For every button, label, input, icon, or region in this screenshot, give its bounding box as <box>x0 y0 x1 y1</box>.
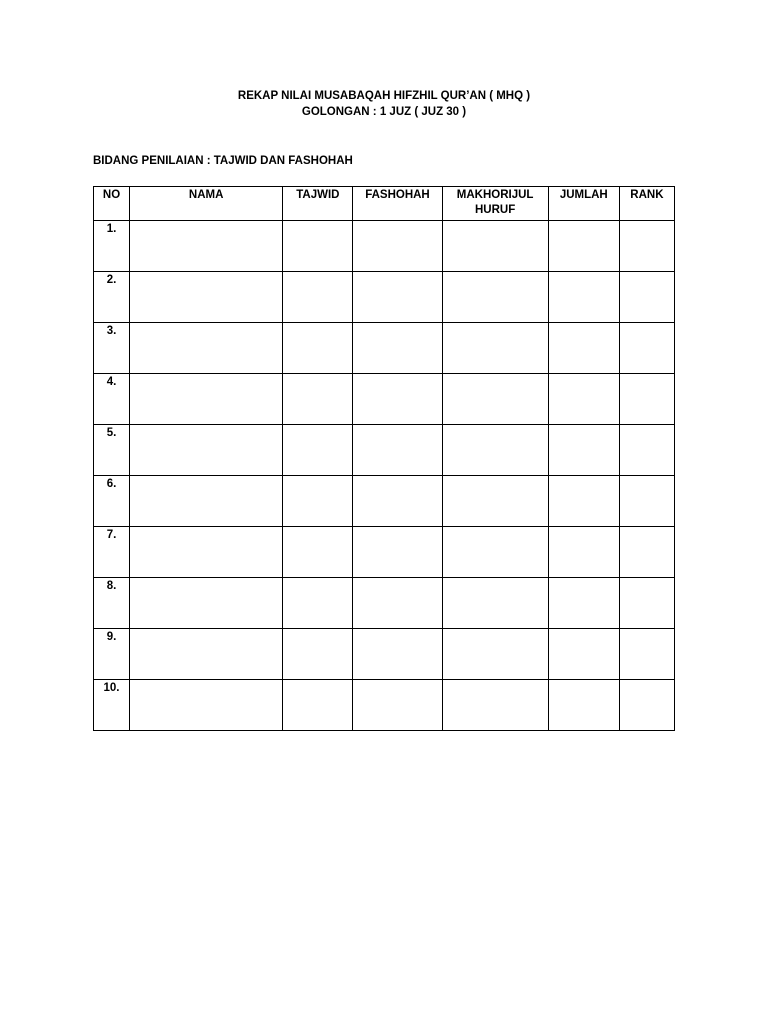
section-heading: BIDANG PENILAIAN : TAJWID DAN FASHOHAH <box>93 155 353 167</box>
cell-jumlah <box>548 323 619 374</box>
cell-nama <box>130 221 283 272</box>
cell-no: 6. <box>94 476 130 527</box>
cell-jumlah <box>548 476 619 527</box>
cell-nama <box>130 680 283 731</box>
table-row <box>94 374 675 425</box>
cell-nama <box>130 425 283 476</box>
cell-nama <box>130 629 283 680</box>
cell-jumlah <box>548 629 619 680</box>
cell-jumlah <box>548 425 619 476</box>
table-row <box>94 629 675 680</box>
cell-rank <box>619 323 674 374</box>
cell-tajwid <box>283 629 353 680</box>
score-table <box>93 186 675 731</box>
cell-rank <box>619 221 674 272</box>
table-row <box>94 527 675 578</box>
table-row <box>94 680 675 731</box>
cell-fashohah <box>353 578 442 629</box>
cell-no: 7. <box>94 527 130 578</box>
cell-nama <box>130 527 283 578</box>
cell-tajwid <box>283 374 353 425</box>
cell-no: 9. <box>94 629 130 680</box>
cell-no: 2. <box>94 272 130 323</box>
cell-no: 5. <box>94 425 130 476</box>
cell-fashohah <box>353 272 442 323</box>
table-row <box>94 476 675 527</box>
cell-fashohah <box>353 221 442 272</box>
cell-no: 3. <box>94 323 130 374</box>
cell-jumlah <box>548 527 619 578</box>
cell-no: 4. <box>94 374 130 425</box>
table-row <box>94 221 675 272</box>
cell-rank <box>619 629 674 680</box>
cell-makhorijul <box>442 680 548 731</box>
cell-nama <box>130 578 283 629</box>
cell-makhorijul <box>442 323 548 374</box>
cell-no: 1. <box>94 221 130 272</box>
cell-jumlah <box>548 680 619 731</box>
cell-rank <box>619 578 674 629</box>
cell-makhorijul <box>442 221 548 272</box>
cell-fashohah <box>353 476 442 527</box>
cell-makhorijul <box>442 527 548 578</box>
cell-jumlah <box>548 578 619 629</box>
cell-makhorijul <box>442 629 548 680</box>
header-jumlah: JUMLAH <box>548 187 619 221</box>
cell-makhorijul <box>442 578 548 629</box>
cell-rank <box>619 476 674 527</box>
cell-rank <box>619 680 674 731</box>
table-body <box>94 221 675 731</box>
header-no: NO <box>94 187 130 221</box>
cell-tajwid <box>283 578 353 629</box>
cell-fashohah <box>353 527 442 578</box>
cell-tajwid <box>283 323 353 374</box>
table-header <box>94 187 675 221</box>
cell-makhorijul <box>442 425 548 476</box>
header-makhorijul-line-1: MAKHORIJUL <box>456 189 534 201</box>
cell-fashohah <box>353 374 442 425</box>
cell-nama <box>130 476 283 527</box>
header-fashohah: FASHOHAH <box>353 187 442 221</box>
cell-fashohah <box>353 425 442 476</box>
cell-tajwid <box>283 527 353 578</box>
header-tajwid: TAJWID <box>283 187 353 221</box>
title-line-2: GOLONGAN : 1 JUZ ( JUZ 30 ) <box>301 106 467 118</box>
cell-jumlah <box>548 221 619 272</box>
cell-fashohah <box>353 629 442 680</box>
cell-makhorijul <box>442 374 548 425</box>
cell-rank <box>619 272 674 323</box>
header-row <box>94 187 675 221</box>
document-title <box>0 88 768 120</box>
table-row <box>94 272 675 323</box>
cell-makhorijul <box>442 272 548 323</box>
cell-no: 8. <box>94 578 130 629</box>
header-makhorijul-huruf <box>442 187 548 221</box>
cell-rank <box>619 374 674 425</box>
cell-fashohah <box>353 323 442 374</box>
cell-jumlah <box>548 272 619 323</box>
cell-jumlah <box>548 374 619 425</box>
header-makhorijul-line-2: HURUF <box>475 204 516 216</box>
title-line-1: REKAP NILAI MUSABAQAH HIFZHIL QUR’AN ( MHQ ) <box>237 90 531 102</box>
header-nama: NAMA <box>130 187 283 221</box>
header-rank: RANK <box>619 187 674 221</box>
cell-nama <box>130 323 283 374</box>
cell-tajwid <box>283 272 353 323</box>
cell-rank <box>619 527 674 578</box>
table-row <box>94 425 675 476</box>
cell-tajwid <box>283 425 353 476</box>
cell-makhorijul <box>442 476 548 527</box>
cell-no: 10. <box>94 680 130 731</box>
cell-tajwid <box>283 680 353 731</box>
cell-tajwid <box>283 221 353 272</box>
cell-nama <box>130 374 283 425</box>
cell-tajwid <box>283 476 353 527</box>
table-row <box>94 323 675 374</box>
table-row <box>94 578 675 629</box>
cell-rank <box>619 425 674 476</box>
cell-nama <box>130 272 283 323</box>
cell-fashohah <box>353 680 442 731</box>
